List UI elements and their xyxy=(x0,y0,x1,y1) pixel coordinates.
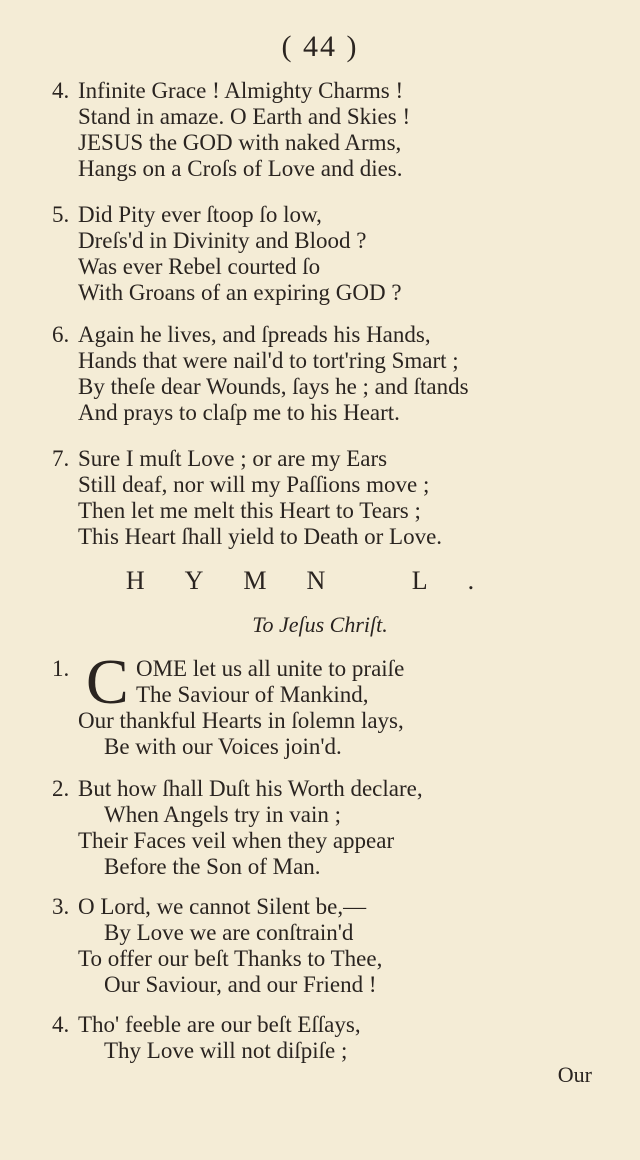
verse-line: Was ever Rebel courted ſo xyxy=(78,254,321,279)
stanza-number: 4. xyxy=(52,1012,70,1037)
verse-line: And prays to claſp me to his Heart. xyxy=(78,400,400,425)
verse-line: Thy Love will not diſpiſe ; xyxy=(104,1038,348,1063)
verse-line: OME let us all unite to praiſe xyxy=(136,656,405,681)
hymn-stanza-1 xyxy=(52,656,612,760)
verse-line: The Saviour of Mankind, xyxy=(136,682,369,707)
hymn-stanza-3 xyxy=(52,894,612,998)
stanza-4 xyxy=(52,78,612,182)
verse-line: By theſe dear Wounds, ſays he ; and ſtands xyxy=(78,374,469,399)
verse-line: Did Pity ever ſtoop ſo low, xyxy=(78,202,322,227)
verse-line: Infinite Grace ! Almighty Charms ! xyxy=(78,78,404,103)
hymn-stanza-4 xyxy=(52,1012,612,1064)
page-number: ( 44 ) xyxy=(281,30,359,63)
stanza-6 xyxy=(52,322,612,426)
verse-line: JESUS the GOD with naked Arms, xyxy=(78,130,402,155)
stanza-7 xyxy=(52,446,612,550)
verse-line: Before the Son of Man. xyxy=(104,854,321,879)
verse-line: But how ſhall Duſt his Worth declare, xyxy=(78,776,423,801)
verse-line: Tho' feeble are our beſt Eſſays, xyxy=(78,1012,361,1037)
stanza-5 xyxy=(52,202,612,306)
hymn-title: HYMN L. xyxy=(125,566,515,595)
stanza-number: 2. xyxy=(52,776,70,801)
catchword: Our xyxy=(557,1062,592,1087)
stanza-number: 7. xyxy=(52,446,70,471)
hymn-stanza-2 xyxy=(52,776,612,880)
verse-line: Their Faces veil when they appear xyxy=(78,828,395,853)
verse-line: By Love we are conſtrain'd xyxy=(104,920,354,945)
drop-cap: C xyxy=(86,646,129,717)
stanza-number: 6. xyxy=(52,322,70,347)
verse-line: Dreſs'd in Divinity and Blood ? xyxy=(78,228,367,253)
stanza-number: 1. xyxy=(52,656,70,681)
verse-line: To offer our beſt Thanks to Thee, xyxy=(78,946,383,971)
verse-line: Our Saviour, and our Friend ! xyxy=(104,972,377,997)
stanza-number: 4. xyxy=(52,78,70,103)
verse-line: Again he lives, and ſpreads his Hands, xyxy=(78,322,431,347)
stanza-number: 3. xyxy=(52,894,70,919)
verse-line: Hands that were nail'd to tort'ring Smart ; xyxy=(78,348,459,373)
verse-line: Our thankful Hearts in ſolemn lays, xyxy=(78,708,404,733)
verse-line: O Lord, we cannot Silent be,— xyxy=(78,894,367,919)
verse-line: When Angels try in vain ; xyxy=(104,802,341,827)
verse-line: Still deaf, nor will my Paſſions move ; xyxy=(78,472,430,497)
verse-line: Sure I muſt Love ; or are my Ears xyxy=(78,446,388,471)
stanza-number: 5. xyxy=(52,202,70,227)
verse-line: Hangs on a Croſs of Love and dies. xyxy=(78,156,403,181)
verse-line: Then let me melt this Heart to Tears ; xyxy=(78,498,421,523)
verse-line: This Heart ſhall yield to Death or Love. xyxy=(78,524,443,549)
verse-line: Be with our Voices join'd. xyxy=(104,734,342,759)
verse-line: With Groans of an expiring GOD ? xyxy=(78,280,402,305)
hymn-subtitle: To Jeſus Chriſt. xyxy=(252,612,388,637)
verse-line: Stand in amaze. O Earth and Skies ! xyxy=(78,104,411,129)
